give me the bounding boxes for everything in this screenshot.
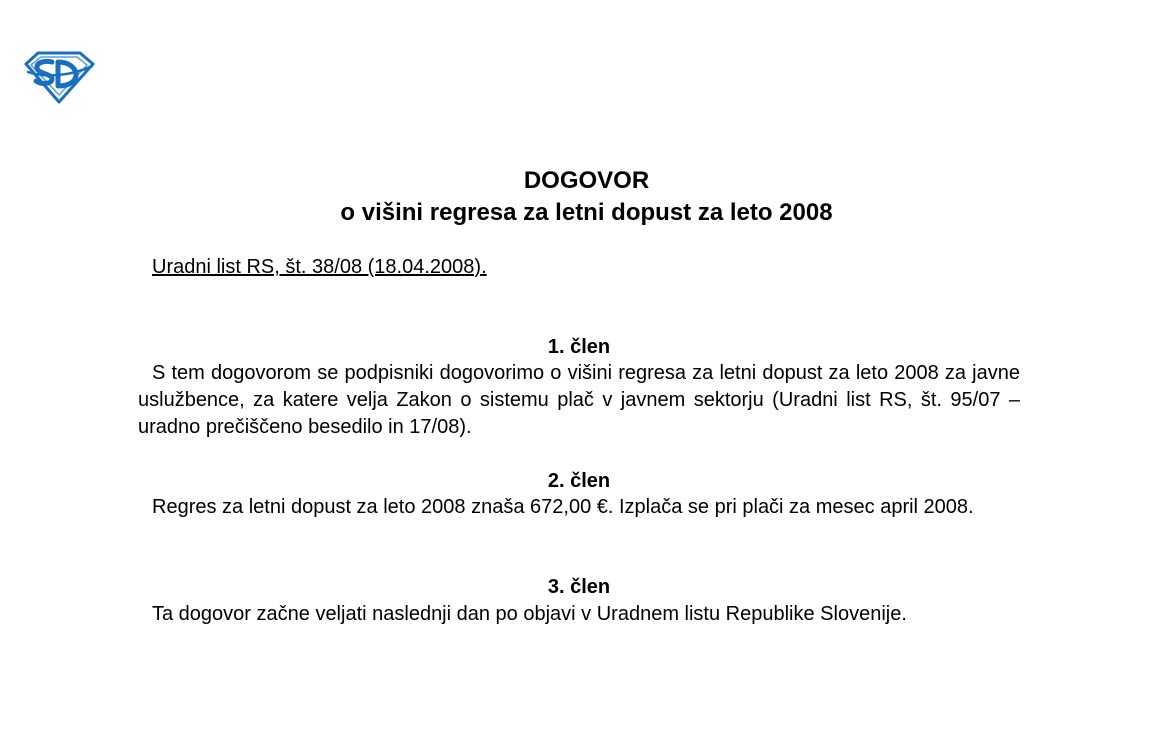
document-title: DOGOVOR xyxy=(523,167,650,194)
sd-logo-icon xyxy=(22,50,96,104)
article-2-heading: 2. člen xyxy=(547,470,611,492)
article-1-heading: 1. člen xyxy=(547,336,611,358)
article-1-text: S tem dogovorom se podpisniki dogovorimo o višini regresa za letni dopust za leto 2008 za javne uslužbence, za katere velja Zakon o sistemu plač v javnem sektorju (Uradni list RS, št. 95/07 – uradno prečiščeno besedilo in 17/08). xyxy=(138,362,1020,438)
article-3-text: Ta dogovor začne veljati naslednji dan po objavi v Uradnem listu Republike Slovenije. xyxy=(152,603,907,625)
article-3-heading: 3. člen xyxy=(547,576,611,598)
article-2-text: Regres za letni dopust za leto 2008 znaša 672,00 €. Izplača se pri plači za mesec april 2008. xyxy=(152,496,974,518)
source-reference: Uradni list RS, št. 38/08 (18.04.2008). xyxy=(152,256,487,278)
document-subtitle: o višini regresa za letni dopust za leto 2008 xyxy=(340,199,833,226)
